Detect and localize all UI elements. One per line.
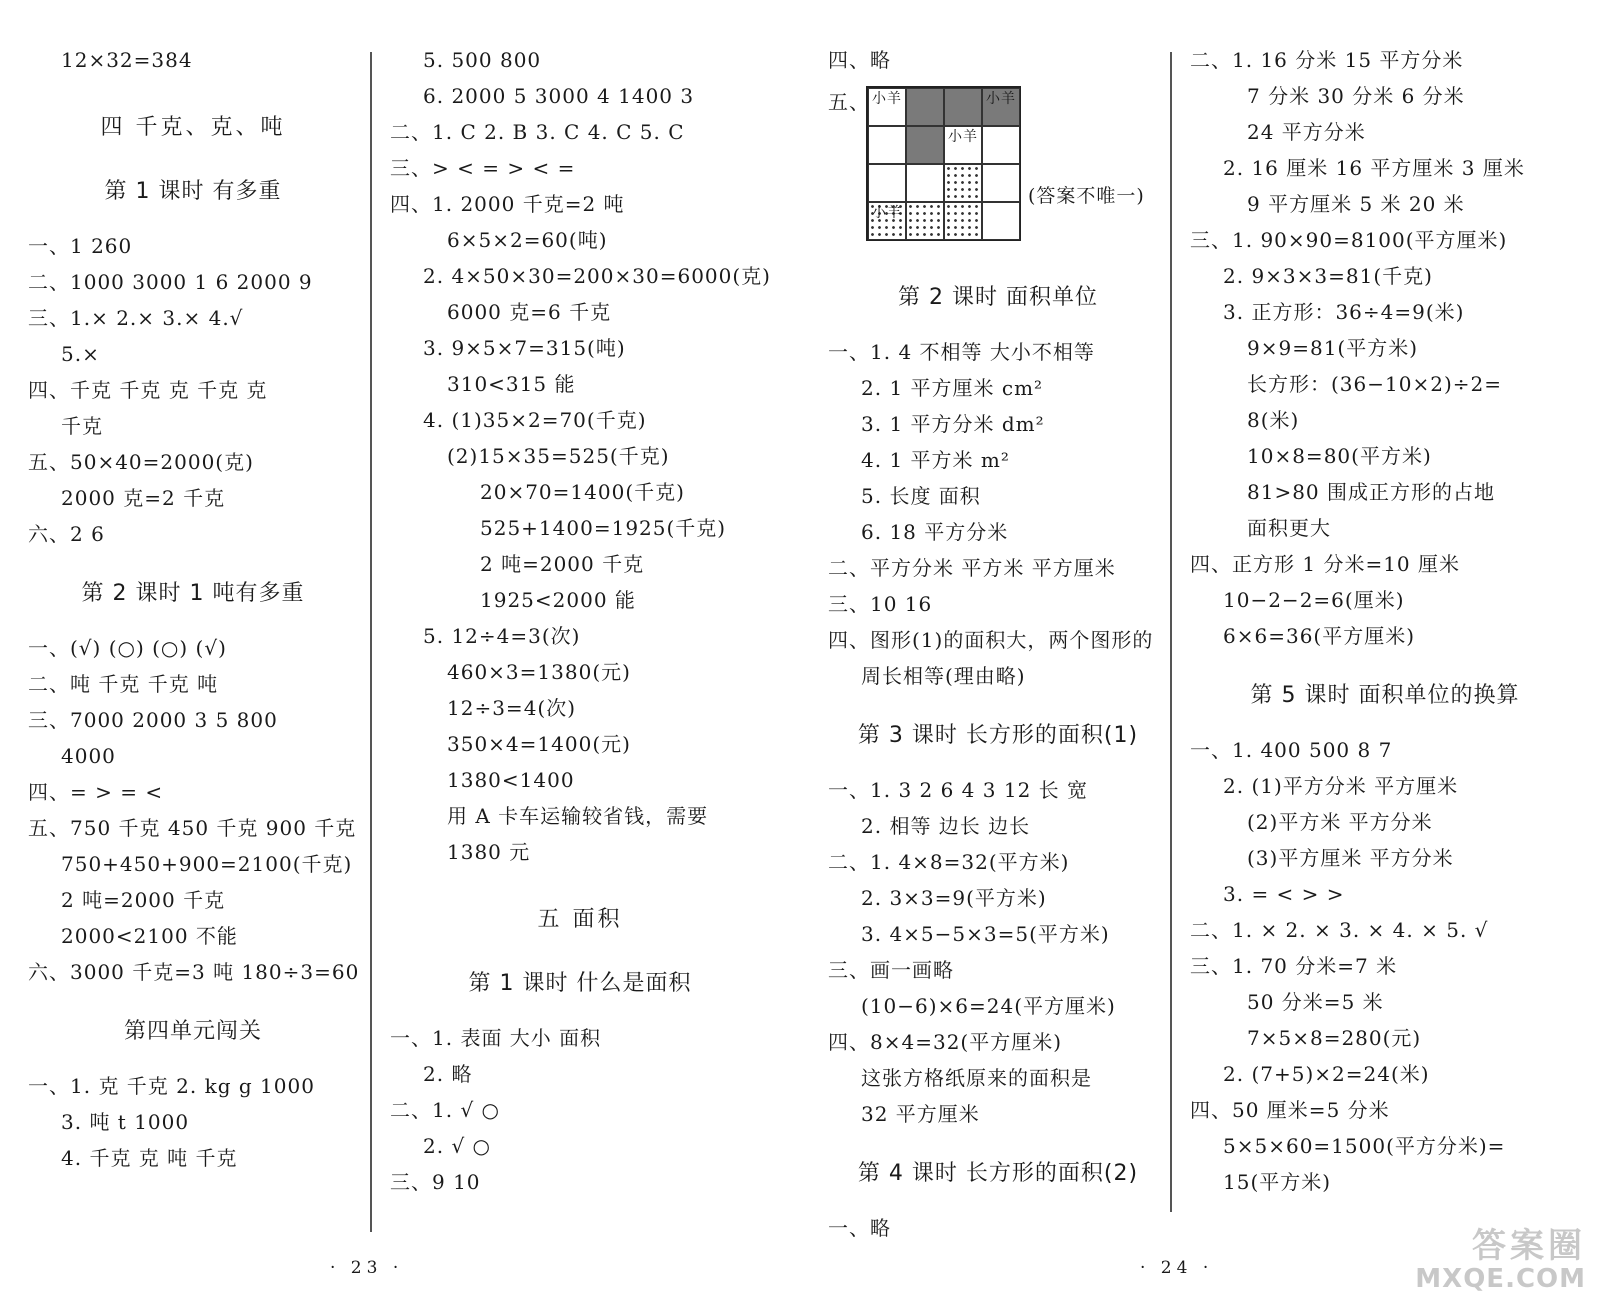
answer-line: (10−6)×6=24(平方厘米)	[861, 994, 1116, 1018]
answer-line: 9 平方厘米 5 米 20 米	[1247, 192, 1465, 216]
answer-line: 六、3000 千克=3 吨 180÷3=60	[28, 960, 360, 984]
column-1	[28, 42, 358, 1176]
answer-line: 三、1.× 2.× 3.× 4.√	[28, 306, 244, 330]
answer-line: 3. 4×5−5×3=5(平方米)	[861, 922, 1110, 946]
lesson-title: 第四单元闯关	[123, 1019, 262, 1044]
answer-line: (2)15×35=525(千克)	[447, 444, 670, 468]
answer-line: 三、9 10	[390, 1170, 481, 1194]
sheep-label-cell: 小羊	[982, 88, 1020, 126]
column-divider	[1170, 52, 1172, 1212]
answer-line: 10−2−2=6(厘米)	[1223, 588, 1405, 612]
answer-line: 这张方格纸原来的面积是	[861, 1066, 1092, 1090]
sheep-label-cell: 小羊	[868, 88, 906, 126]
answer-line: 一、1 260	[28, 234, 133, 258]
answer-line: (2)平方米 平方分米	[1247, 810, 1433, 834]
answer-line: 2. (1)平方分米 平方厘米	[1223, 774, 1459, 798]
answer-line: 一、略	[828, 1216, 891, 1240]
answer-line: 5.×	[61, 342, 100, 366]
answer-line: 三、画一画略	[828, 958, 954, 982]
answer-line: 15(平方米)	[1223, 1170, 1332, 1194]
answer-line: (3)平方厘米 平方分米	[1247, 846, 1454, 870]
answer-line: 8(米)	[1247, 408, 1300, 432]
answer-line: 1380<1400	[447, 768, 575, 792]
dotted-cell	[944, 202, 982, 240]
sheep-grid	[866, 86, 1021, 241]
answer-line: 5. 12÷4=3(次)	[423, 624, 581, 648]
grid-cell	[982, 126, 1020, 164]
answer-line: 1380 元	[447, 840, 531, 864]
answer-line: 2. 3×3=9(平方米)	[861, 886, 1047, 910]
answer-line: 四、50 厘米=5 分米	[1190, 1098, 1390, 1122]
shaded-cell	[944, 88, 982, 126]
answer-line: 32 平方厘米	[861, 1102, 980, 1126]
answer-line: 2. 9×3×3=81(千克)	[1223, 264, 1433, 288]
answer-line: 24 平方分米	[1247, 120, 1366, 144]
shaded-cell	[906, 126, 944, 164]
answer-line: 一、1. 克 千克 2. kg g 1000	[28, 1074, 315, 1098]
answer-line: 3. 正方形：36÷4=9(米)	[1223, 300, 1465, 324]
lesson-title: 第 1 课时 什么是面积	[468, 971, 692, 996]
answer-line: 周长相等(理由略)	[861, 664, 1026, 688]
answer-line: 2. 相等 边长 边长	[861, 814, 1031, 838]
unit-title: 四 千克、克、吨	[100, 115, 286, 140]
answer-line: 2 吨=2000 千克	[480, 552, 645, 576]
answer-line: 3. 9×5×7=315(吨)	[423, 336, 626, 360]
answer-line: 2. 略	[423, 1062, 473, 1086]
answer-line: 6000 克=6 千克	[447, 300, 612, 324]
answer-line: 525+1400=1925(千克)	[480, 516, 727, 540]
answer-line: 81>80 围成正方形的占地	[1247, 480, 1496, 504]
answer-line: 4000	[61, 744, 116, 768]
question-label: 五、	[828, 90, 870, 114]
answer-line: 5×5×60=1500(平方分米)=	[1223, 1134, 1506, 1158]
answer-line: 2. 1 平方厘米 cm²	[861, 376, 1044, 400]
answer-line: 7×5×8=280(元)	[1247, 1026, 1422, 1050]
lesson-title: 第 2 课时 1 吨有多重	[81, 581, 305, 606]
answer-line: 面积更大	[1247, 516, 1331, 540]
answer-line: 四、略	[828, 48, 891, 72]
answer-line: 3. = < > >	[1223, 882, 1345, 906]
answer-line: 用 A 卡车运输较省钱，需要	[447, 804, 709, 828]
answer-line: 10×8=80(平方米)	[1247, 444, 1432, 468]
answer-line: 二、1. × 2. × 3. × 4. × 5. √	[1190, 918, 1489, 942]
answer-line: 三、7000 2000 3 5 800	[28, 708, 278, 732]
answer-line: 二、1. 16 分米 15 平方分米	[1190, 48, 1464, 72]
sheep-grid-answer	[828, 78, 1168, 274]
answer-line: 千克	[61, 414, 103, 438]
answer-line: 三、> < = > < =	[390, 156, 576, 180]
answer-line: 四、正方形 1 分米=10 厘米	[1190, 552, 1461, 576]
answer-line: 2. (7+5)×2=24(米)	[1223, 1062, 1430, 1086]
watermark-logo-text: 答案圈	[1472, 1226, 1586, 1266]
grid-cell	[982, 202, 1020, 240]
answer-line: 350×4=1400(元)	[447, 732, 631, 756]
grid-note: (答案不唯一)	[1028, 185, 1145, 207]
answer-line: 4. (1)35×2=70(千克)	[423, 408, 647, 432]
answer-line: 2. 4×50×30=200×30=6000(克)	[423, 264, 771, 288]
answer-line: 5. 500 800	[423, 48, 542, 72]
grid-cell	[868, 126, 906, 164]
lesson-title: 第 1 课时 有多重	[104, 179, 282, 204]
answer-line: 五、750 千克 450 千克 900 千克	[28, 816, 357, 840]
answer-line: 二、吨 千克 千克 吨	[28, 672, 219, 696]
answer-line: 2 吨=2000 千克	[61, 888, 226, 912]
answer-line: 3. 吨 t 1000	[61, 1110, 190, 1134]
answer-line: 460×3=1380(元)	[447, 660, 631, 684]
answer-line: 二、平方分米 平方米 平方厘米	[828, 556, 1116, 580]
answer-line: 9×9=81(平方米)	[1247, 336, 1419, 360]
lesson-title: 第 3 课时 长方形的面积(1)	[857, 723, 1139, 748]
page-number-left: · 23 ·	[330, 1258, 404, 1278]
column-divider	[370, 52, 372, 1232]
answer-line: 二、1. C 2. B 3. C 4. C 5. C	[390, 120, 685, 144]
answer-line: 四、= > = <	[28, 780, 164, 804]
answer-line: 4. 千克 克 吨 千克	[61, 1146, 238, 1170]
column-4	[1190, 42, 1580, 1200]
answer-line: 四、千克 千克 克 千克 克	[28, 378, 268, 402]
answer-line: 五、50×40=2000(克)	[28, 450, 254, 474]
answer-line: 一、(√) (○) (○) (√)	[28, 636, 227, 660]
answer-line: 2000 克=2 千克	[61, 486, 226, 510]
answer-line: 7 分米 30 分米 6 分米	[1247, 84, 1465, 108]
page-number-right: · 24 ·	[1140, 1258, 1214, 1278]
answer-line: 长方形：(36−10×2)÷2=	[1247, 372, 1502, 396]
answer-line: 3. 1 平方分米 dm²	[861, 412, 1045, 436]
answer-line: 20×70=1400(千克)	[480, 480, 685, 504]
lesson-title: 第 2 课时 面积单位	[898, 285, 1098, 310]
lesson-title: 第 5 课时 面积单位的换算	[1250, 683, 1520, 708]
answer-line: 一、1. 表面 大小 面积	[390, 1026, 602, 1050]
answer-line: 四、图形(1)的面积大，两个图形的	[828, 628, 1154, 652]
answer-line: 6. 2000 5 3000 4 1400 3	[423, 84, 695, 108]
answer-line: 2000<2100 不能	[61, 924, 238, 948]
answer-line: 310<315 能	[447, 372, 576, 396]
grid-cell	[868, 164, 906, 202]
answer-line: 四、8×4=32(平方厘米)	[828, 1030, 1063, 1054]
answer-line: 2. √ ○	[423, 1134, 491, 1158]
answer-line: 5. 长度 面积	[861, 484, 981, 508]
answer-line: 12÷3=4(次)	[447, 696, 577, 720]
answer-line: 一、1. 400 500 8 7	[1190, 738, 1393, 762]
dotted-cell	[906, 202, 944, 240]
dotted-cell	[944, 164, 982, 202]
answer-line: 六、2 6	[28, 522, 105, 546]
answer-line: 三、1. 90×90=8100(平方厘米)	[1190, 228, 1508, 252]
answer-line: 50 分米=5 米	[1247, 990, 1384, 1014]
answer-line: 一、1. 4 不相等 大小不相等	[828, 340, 1095, 364]
answer-line: 4. 1 平方米 m²	[861, 448, 1010, 472]
watermark	[1415, 1227, 1586, 1293]
answer-line: 1925<2000 能	[480, 588, 636, 612]
watermark-url: MXQE.COM	[1415, 1264, 1586, 1294]
answer-line: 750+450+900=2100(千克)	[61, 852, 353, 876]
grid-cell	[982, 164, 1020, 202]
lesson-title: 第 4 课时 长方形的面积(2)	[857, 1161, 1139, 1186]
answer-line: 6×6=36(平方厘米)	[1223, 624, 1416, 648]
answer-line: 二、1. √ ○	[390, 1098, 500, 1122]
column-3	[828, 42, 1168, 1246]
answer-line: 一、1. 3 2 6 4 3 12 长 宽	[828, 778, 1089, 802]
sheep-label-cell: 小羊	[944, 126, 982, 164]
answer-line: 二、1. 4×8=32(平方米)	[828, 850, 1070, 874]
sheep-label-cell: 小羊	[868, 202, 906, 240]
answer-line: 四、1. 2000 千克=2 吨	[390, 192, 625, 216]
answer-line: 6. 18 平方分米	[861, 520, 1009, 544]
grid-cell	[906, 164, 944, 202]
answer-line: 2. 16 厘米 16 平方厘米 3 厘米	[1223, 156, 1525, 180]
answer-line: 12×32=384	[61, 48, 193, 72]
shaded-cell	[906, 88, 944, 126]
column-2	[390, 42, 770, 1200]
unit-title: 五 面积	[537, 907, 623, 932]
answer-line: 二、1000 3000 1 6 2000 9	[28, 270, 313, 294]
answer-line: 三、10 16	[828, 592, 933, 616]
answer-line: 6×5×2=60(吨)	[447, 228, 608, 252]
answer-line: 三、1. 70 分米=7 米	[1190, 954, 1398, 978]
